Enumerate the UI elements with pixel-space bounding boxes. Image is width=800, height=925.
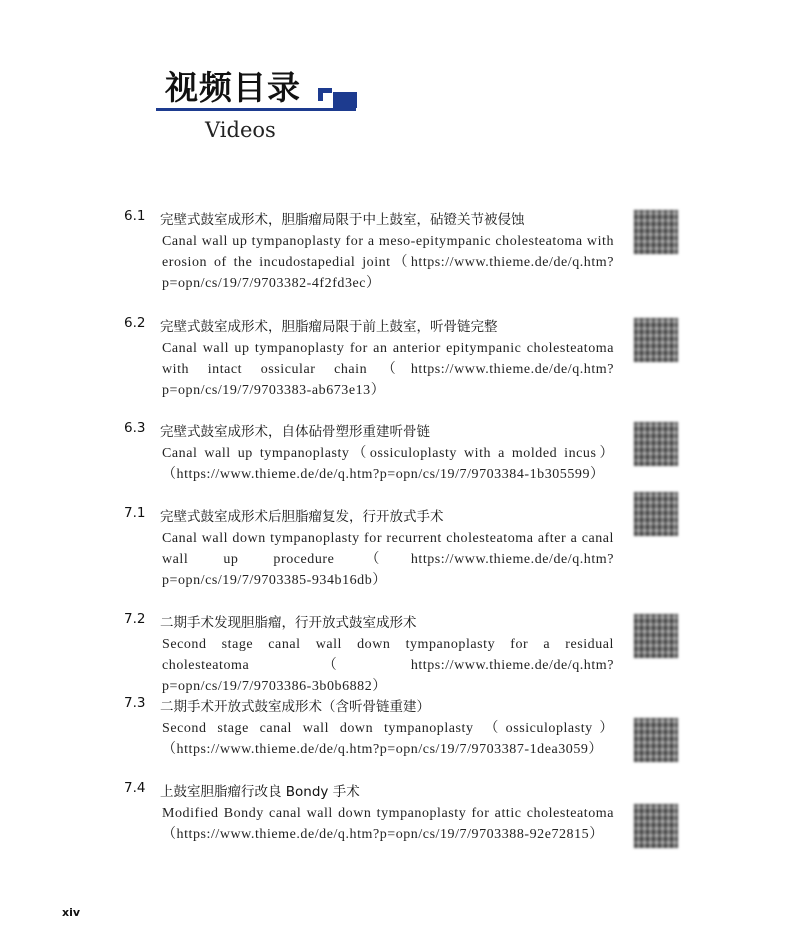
title-underline [156, 108, 356, 111]
entry-number: 7.1 [124, 505, 146, 521]
entry-title: 完壁式鼓室成形术后胆脂瘤复发，行开放式手术 [160, 509, 444, 525]
decorative-square-large [333, 92, 357, 108]
qr-code-icon[interactable] [634, 804, 678, 848]
entry-number: 6.3 [124, 420, 146, 436]
entry-title: 二期手术发现胆脂瘤，行开放式鼓室成形术 [160, 615, 417, 631]
decorative-square-inner [323, 93, 332, 101]
entry-number: 7.2 [124, 611, 146, 627]
qr-code-icon[interactable] [634, 718, 678, 762]
entry-number: 7.3 [124, 695, 146, 711]
entry-description: Second stage canal wall down tympanoplasty for a residual cholesteatoma（https://www.thieme.de/de/q.htm?p=opn/cs/19/7/9703386-3b0b6882） [162, 637, 614, 694]
page-title: 视频目录 [165, 68, 301, 107]
page-subtitle: Videos [205, 118, 276, 142]
qr-code-icon[interactable] [634, 492, 678, 536]
entry-title: 上鼓室胆脂瘤行改良 Bondy 手术 [160, 784, 360, 800]
entry-description: Canal wall up tympanoplasty（ossiculoplasty with a molded incus）（https://www.thieme.de/de/q.htm?p=opn/cs/19/7/9703384-1b305599） [162, 446, 614, 482]
entry-number: 6.2 [124, 315, 146, 331]
entry-description: Canal wall down tympanoplasty for recurrent cholesteatoma after a canal wall up procedure（https://www.thieme.de/de/q.htm?p=opn/cs/19/7/9703385-934b16db） [162, 531, 614, 588]
qr-code-icon[interactable] [634, 422, 678, 466]
page-number: xiv [62, 906, 81, 919]
entry-description: Canal wall up tympanoplasty for an anterior epitympanic cholesteatoma with intact ossicular chain（https://www.thieme.de/de/q.htm?p=opn/cs/19/7/9703383-ab673e13） [162, 341, 614, 398]
entry-description: Modified Bondy canal wall down tympanoplasty for attic cholesteatoma（https://www.thieme.de/de/q.htm?p=opn/cs/19/7/9703388-92e72815） [162, 806, 614, 842]
entry-number: 6.1 [124, 208, 146, 224]
entry-description: Second stage canal wall down tympanoplasty （ossiculoplasty）（https://www.thieme.de/de/q.htm?p=opn/cs/19/7/9703387-1dea3059） [162, 721, 614, 757]
entry-description: Canal wall up tympanoplasty for a meso-epitympanic cholesteatoma with erosion of the incudostapedial joint（https://www.thieme.de/de/q.htm?p=opn/cs/19/7/9703382-4f2fd3ec） [162, 234, 614, 291]
qr-code-icon[interactable] [634, 210, 678, 254]
qr-code-icon[interactable] [634, 318, 678, 362]
entry-title: 完壁式鼓室成形术，胆脂瘤局限于中上鼓室，砧镫关节被侵蚀 [160, 212, 525, 228]
entry-title: 完壁式鼓室成形术，胆脂瘤局限于前上鼓室，听骨链完整 [160, 319, 498, 335]
entry-title: 二期手术开放式鼓室成形术（含听骨链重建） [160, 699, 430, 715]
entry-number: 7.4 [124, 780, 146, 796]
entry-title: 完壁式鼓室成形术，自体砧骨塑形重建听骨链 [160, 424, 430, 440]
qr-code-icon[interactable] [634, 614, 678, 658]
